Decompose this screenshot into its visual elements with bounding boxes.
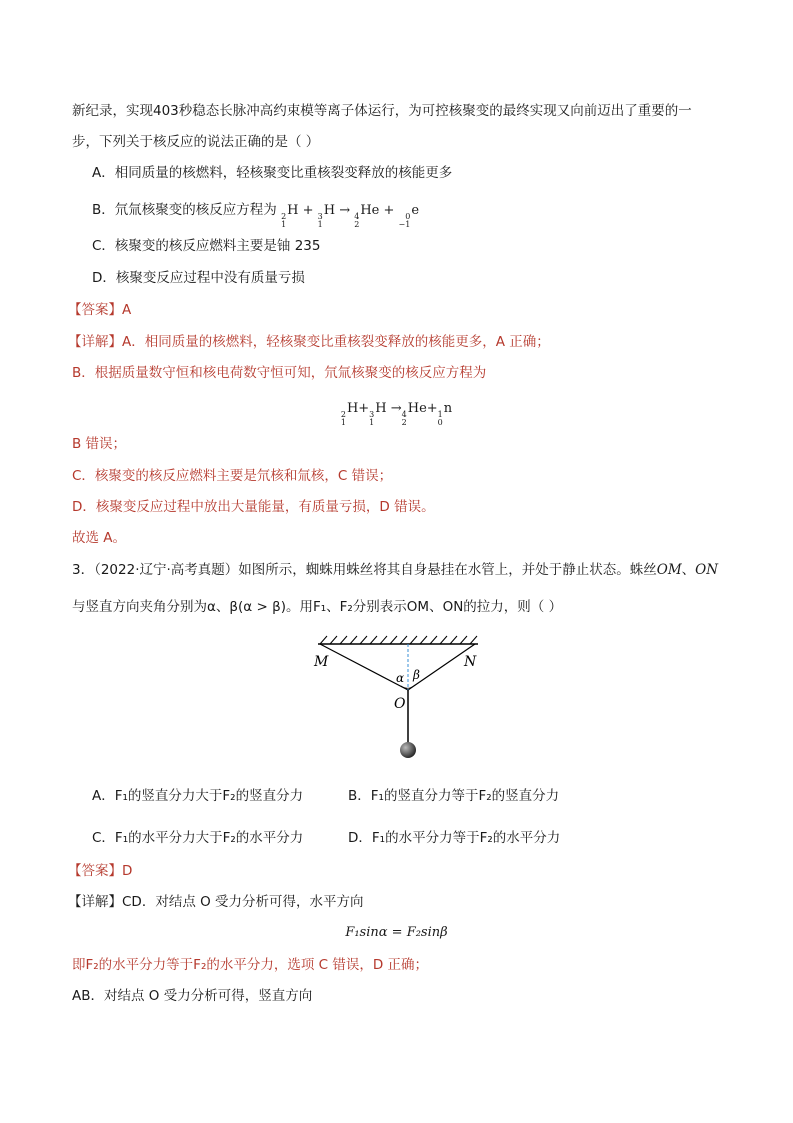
q2-answer: 【答案】A: [68, 302, 132, 318]
label-m: M: [314, 654, 329, 670]
label-beta: β: [413, 668, 420, 682]
q3-option-c: C．F₁的水平分力大于F₂的水平分力: [92, 830, 304, 846]
q2-detail-a: 【详解】A．相同质量的核燃料，轻核聚变比重核裂变释放的核能更多，A 正确；: [68, 334, 550, 350]
q3-detail-cd-conclusion: 即F₂的水平分力等于F₂的水平分力，选项 C 错误，D 正确；: [72, 957, 429, 973]
q3-detail-ab: AB．对结点 O 受力分析可得，竖直方向: [72, 988, 313, 1004]
spider-ball: [400, 742, 416, 758]
q3-equation: F₁sinα = F₂sinβ: [345, 925, 448, 940]
q3-stem-text: 3．（2022·辽宁·高考真题）如图所示，蜘蛛用蛛丝将其自身悬挂在水管上，并处于静止状态。蛛丝: [72, 562, 657, 578]
label-n: N: [464, 654, 477, 670]
label-alpha: α: [396, 671, 405, 685]
pipe-hatching: [320, 636, 477, 644]
q2-option-d: D．核聚变反应过程中没有质量亏损: [92, 270, 305, 286]
q2-option-a: A．相同质量的核燃料，轻核聚变比重核裂变释放的核能更多: [92, 165, 453, 181]
q3-answer: 【答案】D: [68, 863, 133, 879]
q2-detail-c: C．核聚变的核反应燃料主要是氘核和氚核，C 错误；: [72, 468, 393, 484]
q2-option-b-equation: 2 1 H + 3 1 H → 4 2 He + 0 −1 e: [281, 203, 420, 229]
label-o: O: [394, 696, 406, 712]
q3-option-b: B．F₁的竖直分力等于F₂的竖直分力: [348, 788, 560, 804]
q3-stem-line2: 与竖直方向夹角分别为α、β(α > β)。用F₁、F₂分别表示OM、ON的拉力，则（ ）: [72, 599, 563, 615]
q3-stem-on: ON: [695, 562, 719, 578]
thread-om: [320, 644, 408, 690]
q3-option-a: A．F₁的竖直分力大于F₂的竖直分力: [92, 788, 304, 804]
q3-stem-line1: [72, 560, 733, 580]
q2-detail-b-conclusion: B 错误；: [72, 436, 127, 452]
q3-stem-om: OM: [656, 562, 682, 578]
q3-detail-cd: 【详解】CD．对结点 O 受力分析可得，水平方向: [68, 894, 364, 910]
q2-detail-b: B．根据质量数守恒和核电荷数守恒可知，氘氚核聚变的核反应方程为: [72, 365, 487, 381]
q2-option-b: [92, 200, 733, 229]
q2-conclusion: 故选 A。: [72, 530, 127, 546]
q2-detail-equation: 2 1 H+ 3 1 H → 4 2 He+ 1 0 n: [340, 401, 453, 427]
q2-stem-line2: 步，下列关于核反应的说法正确的是（ ）: [72, 134, 320, 150]
q2-option-c: C．核聚变的核反应燃料主要是铀 235: [92, 238, 321, 254]
q2-option-b-text: B．氘氚核聚变的核反应方程为: [92, 202, 277, 218]
q2-detail-d: D．核聚变反应过程中放出大量能量，有质量亏损，D 错误。: [72, 499, 435, 515]
q2-stem-line1: 新纪录，实现403秒稳态长脉冲高约束模等离子体运行，为可控核聚变的最终实现又向前迈出了重要的一: [72, 103, 692, 119]
q3-stem-sep: 、: [681, 562, 696, 578]
spider-diagram: [300, 632, 500, 762]
q3-option-d: D．F₁的水平分力等于F₂的水平分力: [348, 830, 561, 846]
